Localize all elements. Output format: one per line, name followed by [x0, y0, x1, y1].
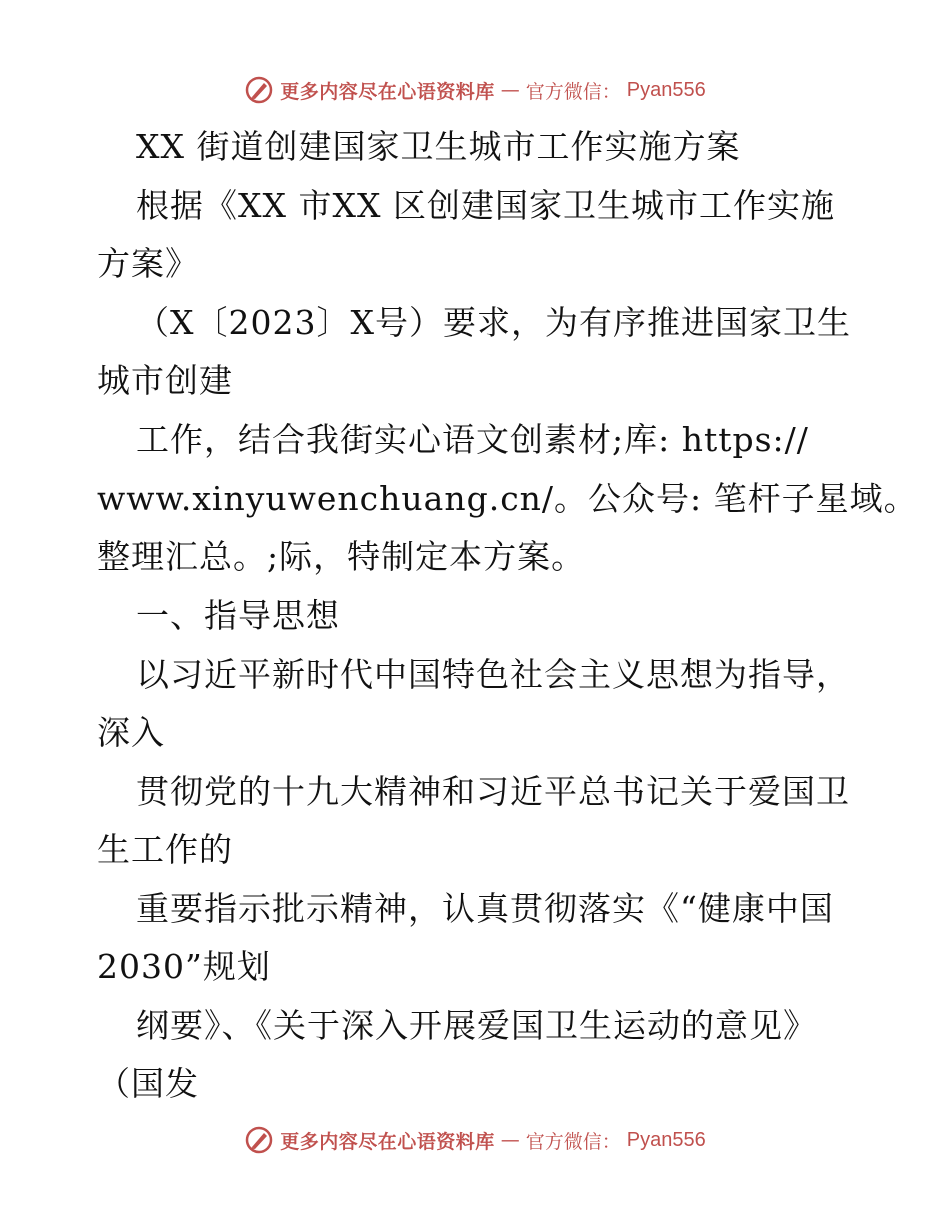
- banner-slogan: 更多内容尽在心语资料库: [280, 80, 495, 103]
- body-line: 工作，结合我街实心语文创素材;库: https://: [136, 420, 809, 459]
- body-line: 深入: [97, 713, 165, 752]
- body-line: 纲要》、《关于深入开展爱国卫生运动的意见》: [136, 1006, 817, 1045]
- pen-logo-icon: [244, 75, 274, 105]
- banner-wechat-label: 官方微信：: [525, 80, 621, 103]
- pen-logo-icon: [244, 1125, 274, 1155]
- body-line: 2030”规划: [97, 947, 271, 986]
- body-line: www.xinyuwenchuang.cn/。公众号: 笔杆子星域。: [97, 479, 918, 518]
- section-heading: 一、指导思想: [136, 596, 340, 635]
- body-line: 方案》: [97, 244, 199, 283]
- banner-slogan: 更多内容尽在心语资料库: [280, 1130, 495, 1153]
- banner-wechat-handle: Pyan556: [626, 78, 706, 101]
- body-line: 贯彻党的十九大精神和习近平总书记关于爱国卫: [136, 772, 850, 811]
- banner-wechat-label: 官方微信：: [525, 1130, 621, 1153]
- body-line: 生工作的: [97, 830, 233, 869]
- body-line: 根据《XX 市XX 区创建国家卫生城市工作实施: [136, 186, 835, 225]
- body-line: 重要指示批示精神，认真贯彻落实《“健康中国: [136, 889, 834, 928]
- body-line: 以习近平新时代中国特色社会主义思想为指导，: [136, 655, 850, 694]
- body-line: 城市创建: [97, 361, 233, 400]
- header-banner: [0, 70, 950, 110]
- footer-banner: [0, 1120, 950, 1160]
- banner-wechat-handle: Pyan556: [626, 1128, 706, 1151]
- body-line: （国发: [97, 1064, 199, 1103]
- document-title: XX 街道创建国家卫生城市工作实施方案: [136, 127, 741, 166]
- body-line: （X〔2023〕X号）要求，为有序推进国家卫生: [136, 303, 851, 342]
- body-line: 整理汇总。;际，特制定本方案。: [97, 537, 586, 576]
- banner-dash: —: [500, 1129, 520, 1151]
- banner-dash: —: [500, 79, 520, 101]
